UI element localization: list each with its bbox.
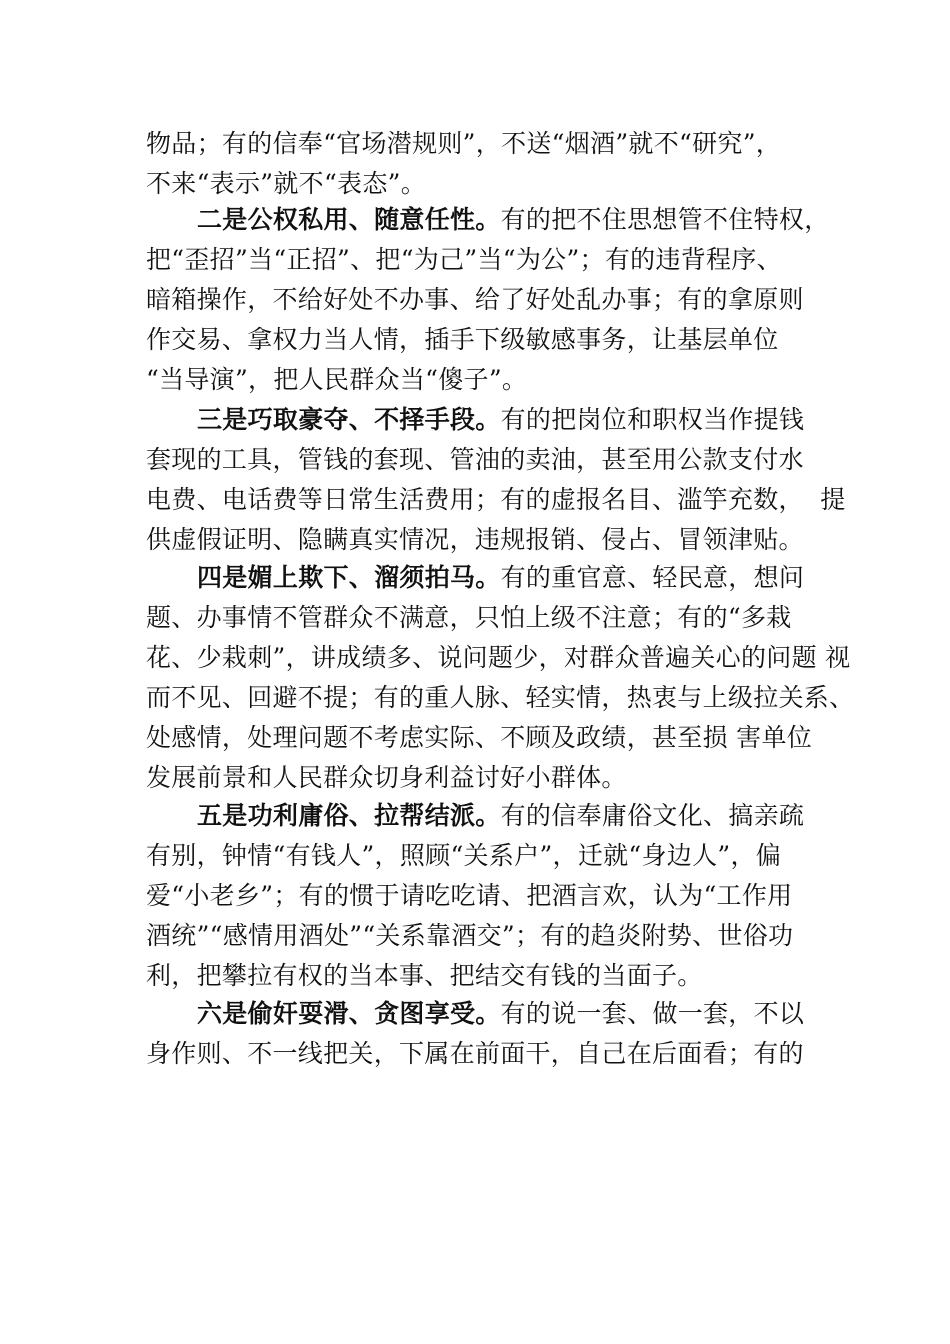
text-line xyxy=(146,124,781,164)
text-line xyxy=(146,916,793,956)
paragraph-first-line xyxy=(197,796,804,836)
text-line xyxy=(146,440,804,480)
line-text: 暗箱操作，不给好处不办事、给了好处乱办事；有的拿原则 xyxy=(146,285,804,314)
text-line xyxy=(146,836,781,876)
text-line xyxy=(146,164,426,204)
line-text: 有的重官意、轻民意，想问 xyxy=(500,563,805,592)
paragraph-heading: 三是巧取豪夺、不择手段。 xyxy=(197,405,501,434)
line-text: 发展前景和人民群众切身利益讨好小群体。 xyxy=(146,763,627,792)
text-line xyxy=(146,718,812,758)
line-text: 供虚假证明、隐瞒真实情况，违规报销、侵占、冒领津贴。 xyxy=(146,525,804,554)
paragraph-first-line xyxy=(197,400,804,440)
line-text: 有别，钟情“有钱人”，照顾“关系户”，迁就“身边人”，偏 xyxy=(146,841,782,870)
line-text: 题、办事情不管群众不满意，只怕上级不注意；有的“多栽 xyxy=(146,603,792,632)
line-text: “当导演”，把人民群众当“傻子”。 xyxy=(146,365,528,394)
text-line xyxy=(146,598,792,638)
text-line xyxy=(146,758,627,798)
line-text: 爱“小老乡”；有的惯于请吃吃请、把酒言欢，认为“工作用 xyxy=(146,881,793,910)
line-text: 电费、电话费等日常生活费用；有的虚报名目、滥竽充数， 提 xyxy=(146,485,846,514)
paragraph-heading: 五是功利庸俗、拉帮结派。 xyxy=(197,801,501,830)
text-line xyxy=(146,876,792,916)
line-text: 有的把不住思想管不住特权， xyxy=(500,205,830,234)
paragraph-heading: 二是公权私用、随意任性。 xyxy=(197,205,501,234)
text-line xyxy=(146,480,846,520)
line-text: 而不见、回避不提；有的重人脉、轻实情，热衷与上级拉关系、 xyxy=(146,683,855,712)
paragraph-first-line xyxy=(197,558,804,598)
line-text: 物品；有的信奉“官场潜规则”，不送“烟酒”就不“研究”， xyxy=(146,129,782,158)
line-text: 花、少栽刺”，讲成绩多、说问题少，对群众普遍关心的问题 视 xyxy=(146,643,851,672)
line-text: 酒统”“感情用酒处”“关系靠酒交”；有的趋炎附势、世俗功 xyxy=(146,921,794,950)
paragraph-first-line xyxy=(197,200,830,240)
text-line xyxy=(146,240,782,280)
line-text: 套现的工具，管钱的套现、管油的卖油，甚至用公款支付水 xyxy=(146,445,804,474)
line-text: 处感情，处理问题不考虑实际、不顾及政绩，甚至损 害单位 xyxy=(146,723,813,752)
line-text: 作交易、拿权力当人情，插手下级敏感事务，让基层单位 xyxy=(146,325,779,354)
paragraph-first-line xyxy=(197,994,804,1034)
text-line xyxy=(146,360,527,400)
text-line xyxy=(146,1034,804,1074)
line-text: 把“歪招”当“正招”、把“为己”当“为公”；有的违背程序、 xyxy=(146,245,782,274)
line-text: 有的说一套、做一套，不以 xyxy=(500,999,805,1028)
line-text: 利，把攀拉有权的当本事、把结交有钱的当面子。 xyxy=(146,961,703,990)
text-line xyxy=(146,638,850,678)
paragraph-heading: 四是媚上欺下、溜须拍马。 xyxy=(197,563,501,592)
line-text: 有的把岗位和职权当作提钱 xyxy=(500,405,805,434)
paragraph-heading: 六是偷奸耍滑、贪图享受。 xyxy=(197,999,501,1028)
line-text: 身作则、不一线把关，下属在前面干，自己在后面看；有的 xyxy=(146,1039,804,1068)
text-line xyxy=(146,678,854,718)
text-line xyxy=(146,320,779,360)
line-text: 不来“表示”就不“表态”。 xyxy=(146,169,427,198)
text-line xyxy=(146,280,804,320)
line-text: 有的信奉庸俗文化、搞亲疏 xyxy=(500,801,805,830)
text-line xyxy=(146,520,804,560)
text-line xyxy=(146,956,703,996)
